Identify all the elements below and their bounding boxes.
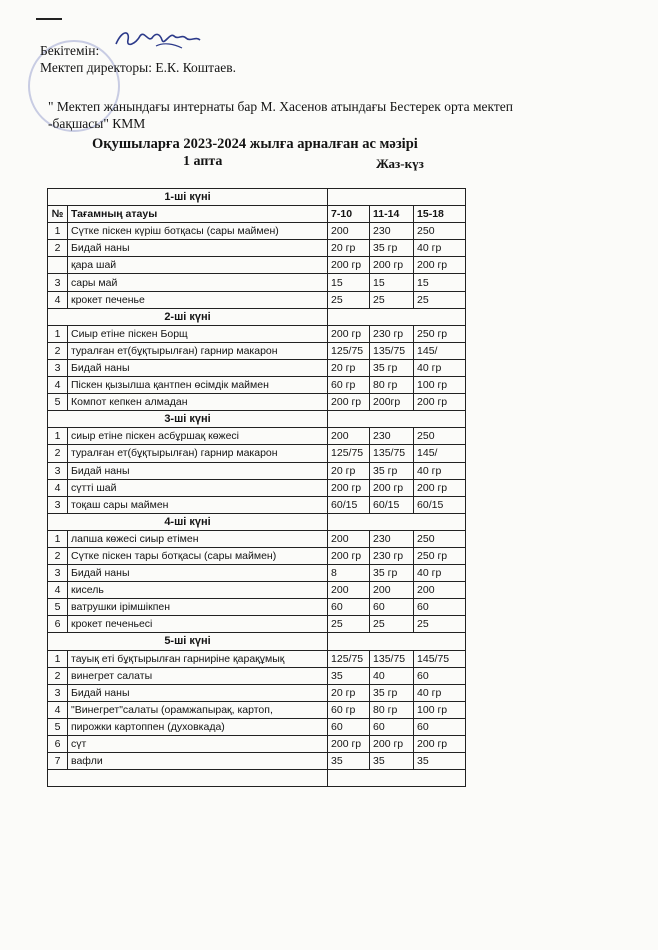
blank-cell xyxy=(48,770,328,787)
dish-name: Піскен қызылша қантпен өсімдік маймен xyxy=(68,377,328,394)
day-title: 5-ші күні xyxy=(48,633,328,650)
menu-row xyxy=(48,377,466,394)
dish-name: тоқаш сары маймен xyxy=(68,496,328,513)
blank-cell xyxy=(328,411,466,428)
menu-row xyxy=(48,616,466,633)
dish-name: сиыр етіне піскен асбұршақ көжесі xyxy=(68,428,328,445)
row-number: 3 xyxy=(48,359,68,376)
dish-name: туралған ет(бұқтырылған) гарнир макарон xyxy=(68,342,328,359)
portion-11-14: 230 гр xyxy=(370,547,414,564)
portion-7-10: 125/75 xyxy=(328,342,370,359)
portion-7-10: 60 xyxy=(328,718,370,735)
menu-row xyxy=(48,599,466,616)
dish-name: Бидай наны xyxy=(68,462,328,479)
portion-15-18: 200 xyxy=(414,582,466,599)
dish-name: ватрушки ірімшікпен xyxy=(68,599,328,616)
scan-mark xyxy=(36,18,62,20)
portion-15-18: 250 xyxy=(414,428,466,445)
portion-7-10: 200 xyxy=(328,428,370,445)
portion-15-18: 200 гр xyxy=(414,257,466,274)
portion-11-14: 80 гр xyxy=(370,377,414,394)
portion-11-14: 35 гр xyxy=(370,565,414,582)
day-header-row xyxy=(48,189,466,206)
portion-11-14: 35 гр xyxy=(370,462,414,479)
portion-15-18: 40 гр xyxy=(414,565,466,582)
portion-7-10: 200 xyxy=(328,530,370,547)
portion-7-10: 25 xyxy=(328,616,370,633)
menu-row xyxy=(48,565,466,582)
portion-11-14: 25 xyxy=(370,291,414,308)
portion-15-18: 200 гр xyxy=(414,394,466,411)
row-number: 5 xyxy=(48,394,68,411)
dish-name: лапша көжесі сиыр етімен xyxy=(68,530,328,547)
portion-11-14: 200 гр xyxy=(370,257,414,274)
portion-11-14: 25 xyxy=(370,616,414,633)
portion-15-18: 40 гр xyxy=(414,684,466,701)
portion-7-10: 200 гр xyxy=(328,479,370,496)
portion-7-10: 200 гр xyxy=(328,325,370,342)
dish-name: винегрет салаты xyxy=(68,667,328,684)
row-number: 2 xyxy=(48,240,68,257)
portion-15-18: 145/ xyxy=(414,342,466,359)
menu-row xyxy=(48,684,466,701)
menu-row xyxy=(48,667,466,684)
portion-7-10: 60/15 xyxy=(328,496,370,513)
portion-11-14: 200гр xyxy=(370,394,414,411)
menu-row xyxy=(48,718,466,735)
menu-row xyxy=(48,650,466,667)
portion-11-14: 35 xyxy=(370,753,414,770)
menu-row xyxy=(48,428,466,445)
portion-7-10: 35 xyxy=(328,667,370,684)
portion-7-10: 125/75 xyxy=(328,445,370,462)
menu-table-body xyxy=(48,189,466,787)
menu-row xyxy=(48,325,466,342)
menu-row xyxy=(48,753,466,770)
dish-name: кисель xyxy=(68,582,328,599)
menu-row xyxy=(48,530,466,547)
portion-15-18: 35 xyxy=(414,753,466,770)
portion-11-14: 230 гр xyxy=(370,325,414,342)
portion-15-18: 250 гр xyxy=(414,547,466,564)
week-label: 1 апта xyxy=(183,154,223,169)
column-header-age-11-14: 11-14 xyxy=(370,206,414,223)
portion-15-18: 145/ xyxy=(414,445,466,462)
day-title: 3-ші күні xyxy=(48,411,328,428)
dish-name: Бидай наны xyxy=(68,684,328,701)
portion-11-14: 230 xyxy=(370,530,414,547)
row-number: 4 xyxy=(48,377,68,394)
dish-name: қара шай xyxy=(68,257,328,274)
portion-7-10: 200 xyxy=(328,582,370,599)
portion-15-18: 145/75 xyxy=(414,650,466,667)
dish-name: вафли xyxy=(68,753,328,770)
dish-name: Сиыр етіне піскен Борщ xyxy=(68,325,328,342)
column-header-age-7-10: 7-10 xyxy=(328,206,370,223)
row-number: 4 xyxy=(48,291,68,308)
row-number: 4 xyxy=(48,701,68,718)
row-number: 4 xyxy=(48,479,68,496)
day-title: 1-ші күні xyxy=(48,189,328,206)
portion-15-18: 100 гр xyxy=(414,377,466,394)
menu-table xyxy=(47,188,466,787)
portion-15-18: 200 гр xyxy=(414,479,466,496)
portion-11-14: 35 гр xyxy=(370,359,414,376)
portion-15-18: 60 xyxy=(414,599,466,616)
day-header-row xyxy=(48,411,466,428)
menu-row xyxy=(48,547,466,564)
row-number xyxy=(48,257,68,274)
menu-row xyxy=(48,240,466,257)
season-label: Жаз-күз xyxy=(376,156,424,171)
row-number: 1 xyxy=(48,223,68,240)
menu-row xyxy=(48,394,466,411)
portion-15-18: 25 xyxy=(414,616,466,633)
row-number: 7 xyxy=(48,753,68,770)
dish-name: туралған ет(бұқтырылған) гарнир макарон xyxy=(68,445,328,462)
portion-11-14: 200 xyxy=(370,582,414,599)
portion-11-14: 200 гр xyxy=(370,736,414,753)
row-number: 3 xyxy=(48,496,68,513)
menu-row xyxy=(48,342,466,359)
portion-11-14: 230 xyxy=(370,428,414,445)
menu-row xyxy=(48,223,466,240)
row-number: 3 xyxy=(48,565,68,582)
portion-7-10: 20 гр xyxy=(328,684,370,701)
portion-15-18: 60 xyxy=(414,667,466,684)
portion-15-18: 15 xyxy=(414,274,466,291)
portion-7-10: 200 гр xyxy=(328,547,370,564)
menu-row xyxy=(48,359,466,376)
dish-name: Бидай наны xyxy=(68,565,328,582)
day-title: 4-ші күні xyxy=(48,513,328,530)
menu-row xyxy=(48,496,466,513)
empty-row xyxy=(48,770,466,787)
portion-7-10: 8 xyxy=(328,565,370,582)
dish-name: крокет печеньесі xyxy=(68,616,328,633)
portion-15-18: 40 гр xyxy=(414,462,466,479)
row-number: 5 xyxy=(48,718,68,735)
row-number: 4 xyxy=(48,582,68,599)
column-header-row xyxy=(48,206,466,223)
portion-11-14: 60 xyxy=(370,599,414,616)
day-title: 2-ші күні xyxy=(48,308,328,325)
portion-7-10: 20 гр xyxy=(328,240,370,257)
menu-row xyxy=(48,462,466,479)
portion-15-18: 40 гр xyxy=(414,240,466,257)
portion-7-10: 200 xyxy=(328,223,370,240)
portion-15-18: 25 xyxy=(414,291,466,308)
portion-7-10: 35 xyxy=(328,753,370,770)
menu-row xyxy=(48,274,466,291)
dish-name: сүт xyxy=(68,736,328,753)
director-line: Мектеп директоры: Е.К. Коштаев. xyxy=(40,60,236,75)
dish-name: Компот кепкен алмадан xyxy=(68,394,328,411)
row-number: 2 xyxy=(48,342,68,359)
school-name: " Мектеп жанындағы интернаты бар М. Хасенов атындағы Бестерек орта мектеп -бақшасы" КММ xyxy=(48,99,514,131)
row-number: 2 xyxy=(48,445,68,462)
portion-7-10: 200 гр xyxy=(328,736,370,753)
portion-11-14: 230 xyxy=(370,223,414,240)
menu-row xyxy=(48,736,466,753)
row-number: 1 xyxy=(48,325,68,342)
blank-cell xyxy=(328,308,466,325)
blank-cell xyxy=(328,770,466,787)
row-number: 3 xyxy=(48,274,68,291)
menu-row xyxy=(48,291,466,308)
column-header-number: № xyxy=(48,206,68,223)
row-number: 3 xyxy=(48,684,68,701)
dish-name: сары май xyxy=(68,274,328,291)
blank-cell xyxy=(328,189,466,206)
day-header-row xyxy=(48,633,466,650)
dish-name: Бидай наны xyxy=(68,359,328,376)
portion-7-10: 125/75 xyxy=(328,650,370,667)
portion-7-10: 25 xyxy=(328,291,370,308)
portion-7-10: 200 гр xyxy=(328,394,370,411)
blank-cell xyxy=(328,513,466,530)
portion-7-10: 60 xyxy=(328,599,370,616)
row-number: 6 xyxy=(48,616,68,633)
portion-15-18: 100 гр xyxy=(414,701,466,718)
dish-name: Сүтке піскен күріш ботқасы (сары маймен) xyxy=(68,223,328,240)
portion-15-18: 40 гр xyxy=(414,359,466,376)
portion-15-18: 200 гр xyxy=(414,736,466,753)
menu-row xyxy=(48,701,466,718)
dish-name: "Винегрет"салаты (орамжапырақ, картоп, xyxy=(68,701,328,718)
column-header-age-15-18: 15-18 xyxy=(414,206,466,223)
portion-15-18: 250 xyxy=(414,530,466,547)
row-number: 2 xyxy=(48,547,68,564)
blank-cell xyxy=(328,633,466,650)
portion-7-10: 20 гр xyxy=(328,462,370,479)
portion-15-18: 60 xyxy=(414,718,466,735)
portion-11-14: 60 xyxy=(370,718,414,735)
dish-name: крокет печенье xyxy=(68,291,328,308)
portion-7-10: 20 гр xyxy=(328,359,370,376)
portion-15-18: 60/15 xyxy=(414,496,466,513)
portion-11-14: 200 гр xyxy=(370,479,414,496)
dish-name: Бидай наны xyxy=(68,240,328,257)
dish-name: сүтті шай xyxy=(68,479,328,496)
menu-row xyxy=(48,445,466,462)
row-number: 1 xyxy=(48,428,68,445)
row-number: 1 xyxy=(48,650,68,667)
portion-11-14: 135/75 xyxy=(370,650,414,667)
menu-row xyxy=(48,257,466,274)
portion-7-10: 15 xyxy=(328,274,370,291)
dish-name: тауық еті бұқтырылған гарниріне қарақұмық xyxy=(68,650,328,667)
portion-11-14: 35 гр xyxy=(370,240,414,257)
dish-name: Сүтке піскен тары ботқасы (сары маймен) xyxy=(68,547,328,564)
row-number: 1 xyxy=(48,530,68,547)
menu-title: Оқушыларға 2023-2024 жылға арналған ас мәзірі xyxy=(92,136,418,152)
approval-label: Бекітемін: xyxy=(40,43,100,58)
menu-row xyxy=(48,582,466,599)
menu-row xyxy=(48,479,466,496)
portion-15-18: 250 гр xyxy=(414,325,466,342)
row-number: 5 xyxy=(48,599,68,616)
portion-11-14: 135/75 xyxy=(370,445,414,462)
portion-11-14: 135/75 xyxy=(370,342,414,359)
portion-11-14: 40 xyxy=(370,667,414,684)
portion-11-14: 35 гр xyxy=(370,684,414,701)
portion-7-10: 60 гр xyxy=(328,701,370,718)
portion-11-14: 60/15 xyxy=(370,496,414,513)
portion-11-14: 80 гр xyxy=(370,701,414,718)
column-header-dish: Тағамның атауы xyxy=(68,206,328,223)
dish-name: пирожки картоппен (духовкада) xyxy=(68,718,328,735)
portion-7-10: 60 гр xyxy=(328,377,370,394)
row-number: 3 xyxy=(48,462,68,479)
portion-15-18: 250 xyxy=(414,223,466,240)
signature-image xyxy=(112,26,204,52)
portion-11-14: 15 xyxy=(370,274,414,291)
row-number: 6 xyxy=(48,736,68,753)
portion-7-10: 200 гр xyxy=(328,257,370,274)
row-number: 2 xyxy=(48,667,68,684)
day-header-row xyxy=(48,308,466,325)
day-header-row xyxy=(48,513,466,530)
